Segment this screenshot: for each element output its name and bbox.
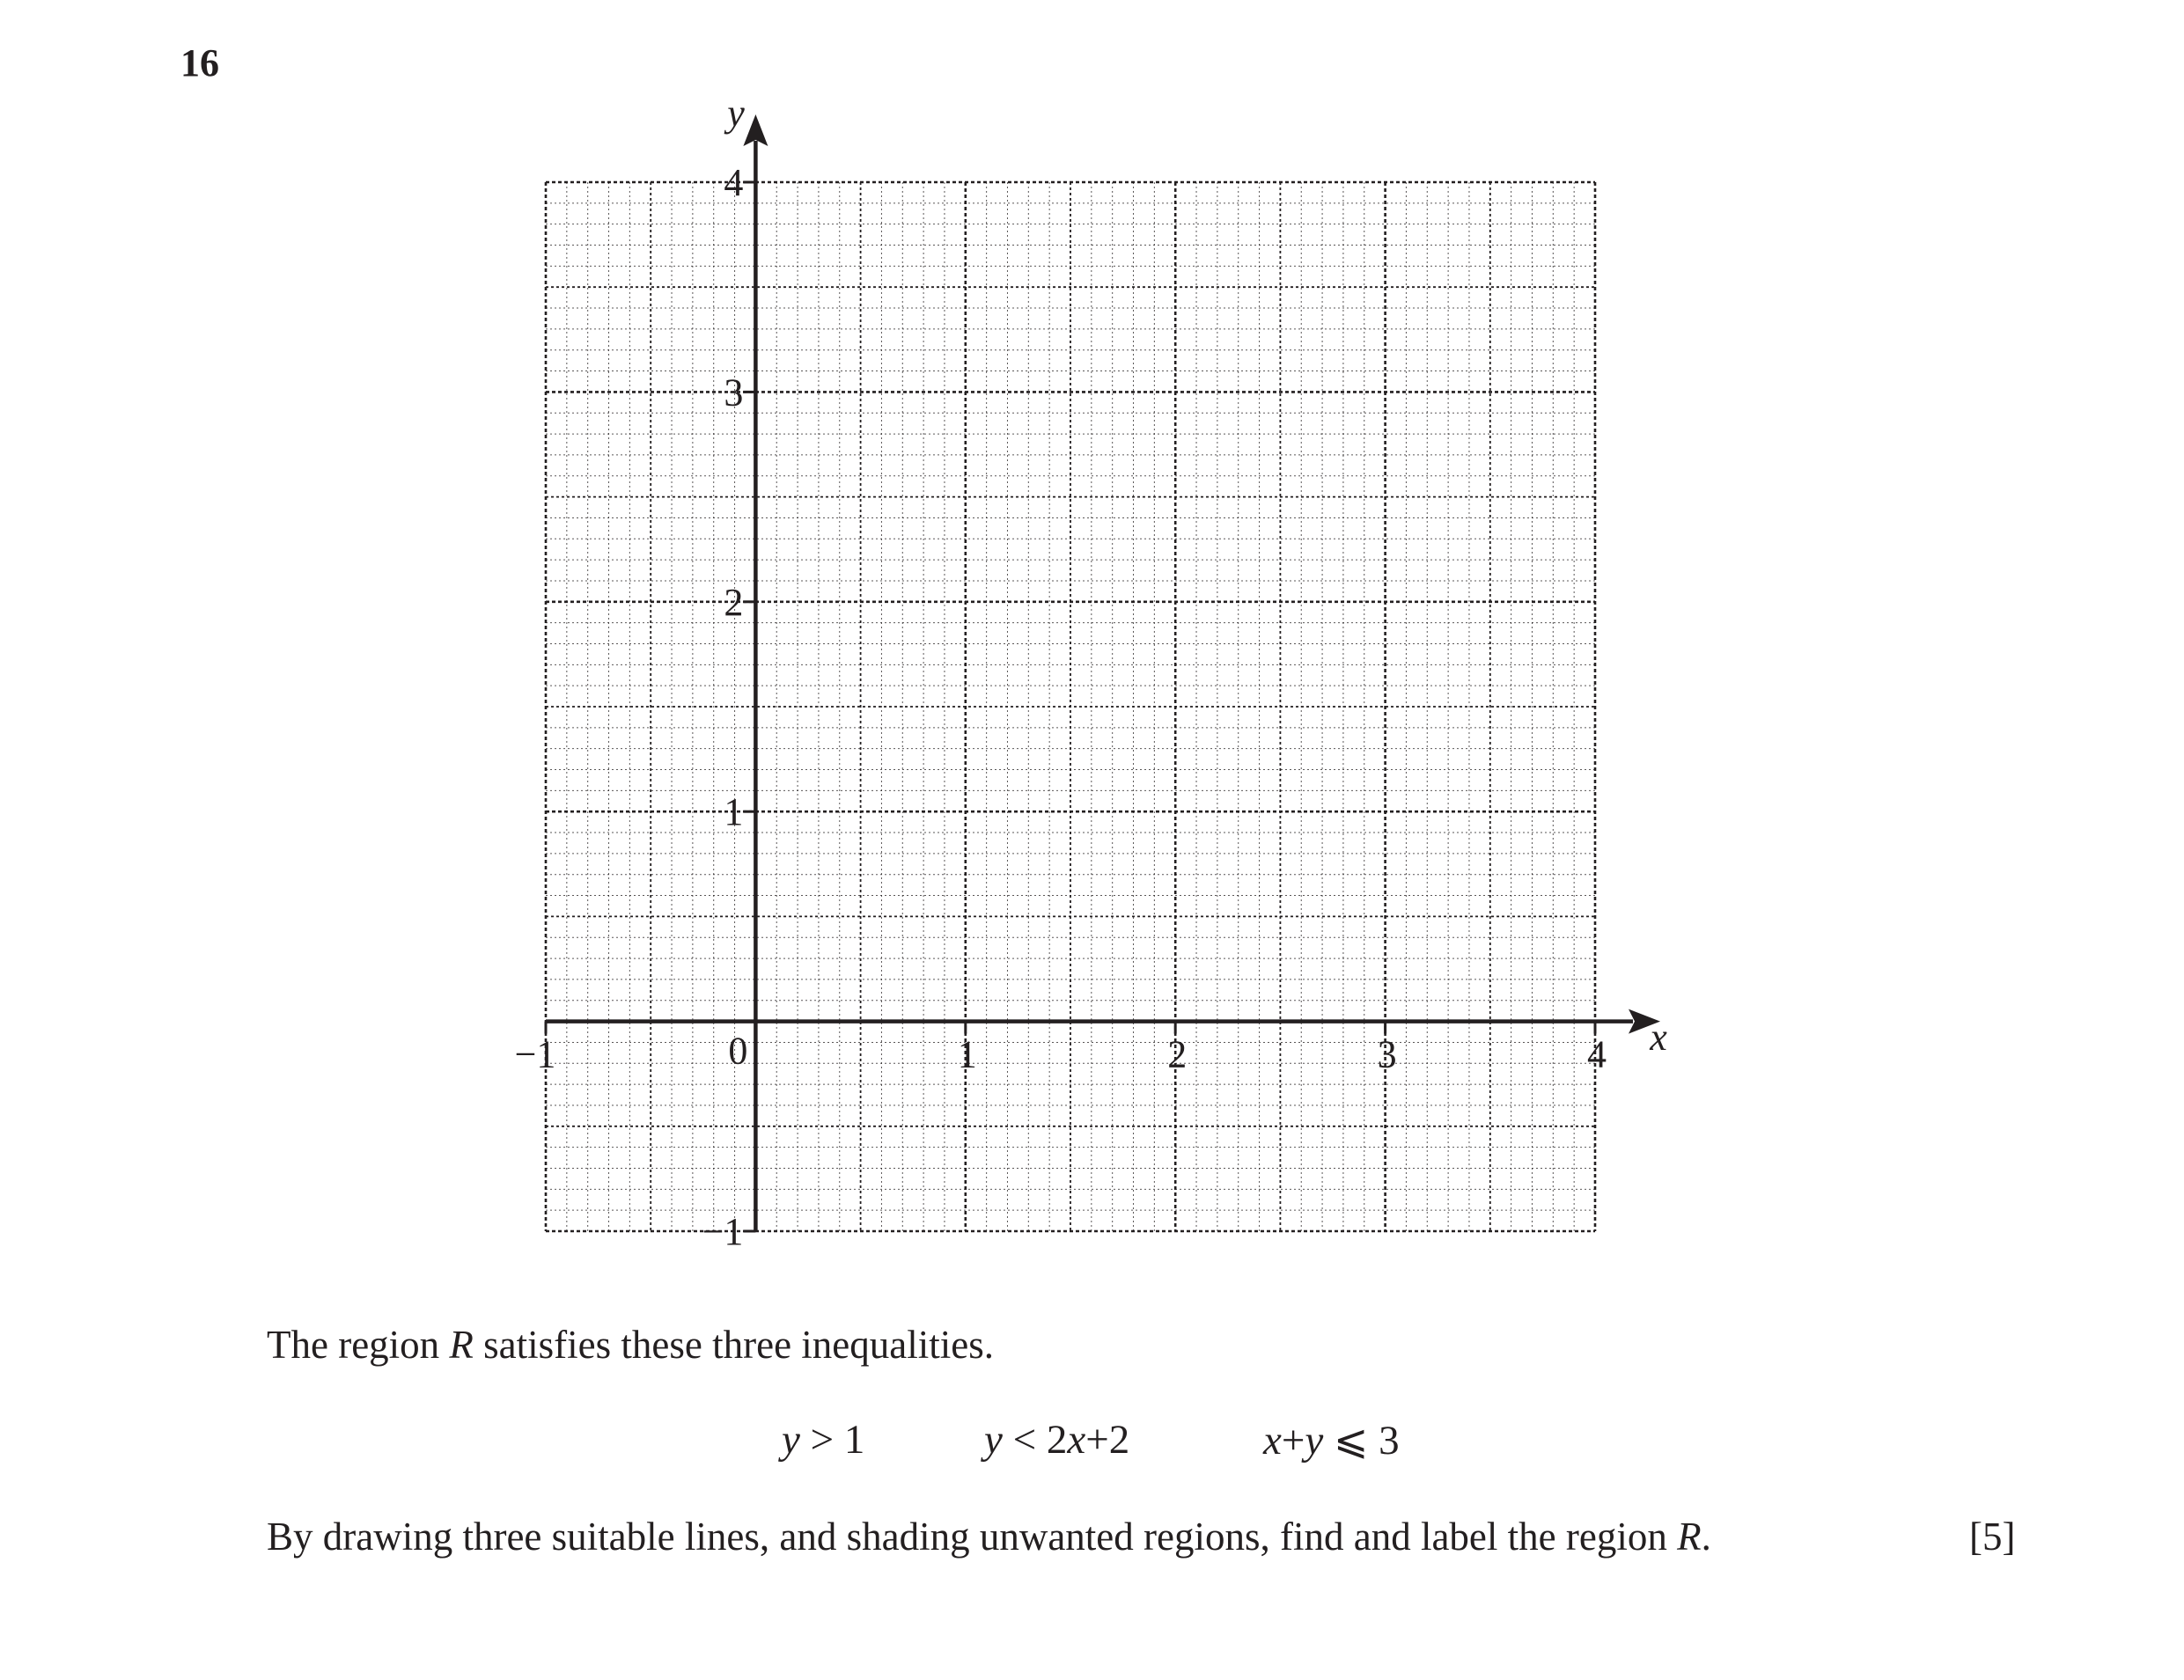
x-tick-label: 4 [1587, 1032, 1607, 1076]
x-tick-label: 2 [1167, 1032, 1188, 1076]
inequality-2: y < 2x+2 [984, 1417, 1130, 1463]
grid-lines [546, 182, 1595, 1231]
y-tick-label: 3 [724, 370, 744, 414]
question-number: 16 [180, 41, 219, 84]
y-tick-label: 1 [724, 790, 744, 834]
inequalities-row [0, 1416, 2184, 1472]
y-tick-label: 2 [724, 580, 744, 624]
inequality-1: y > 1 [782, 1417, 865, 1463]
instruction-text: By drawing three suitable lines, and shading unwanted regions, find and label the region R. [267, 1515, 1711, 1559]
y-axis-label: y [727, 92, 745, 135]
origin-label: 0 [728, 1029, 748, 1073]
x-tick-label: −1 [514, 1032, 556, 1076]
y-tick-label: 4 [724, 161, 744, 204]
y-tick-label: −1 [702, 1210, 744, 1253]
x-tick-label: 1 [957, 1032, 977, 1076]
x-tick-label: 3 [1377, 1032, 1397, 1076]
marks-label: [5] [1969, 1515, 2016, 1559]
inequality-3: x+y ⩽ 3 [1263, 1418, 1400, 1464]
intro-text: The region R satisfies these three inequalities. [267, 1323, 994, 1367]
x-axis-label: x [1650, 1016, 1667, 1059]
